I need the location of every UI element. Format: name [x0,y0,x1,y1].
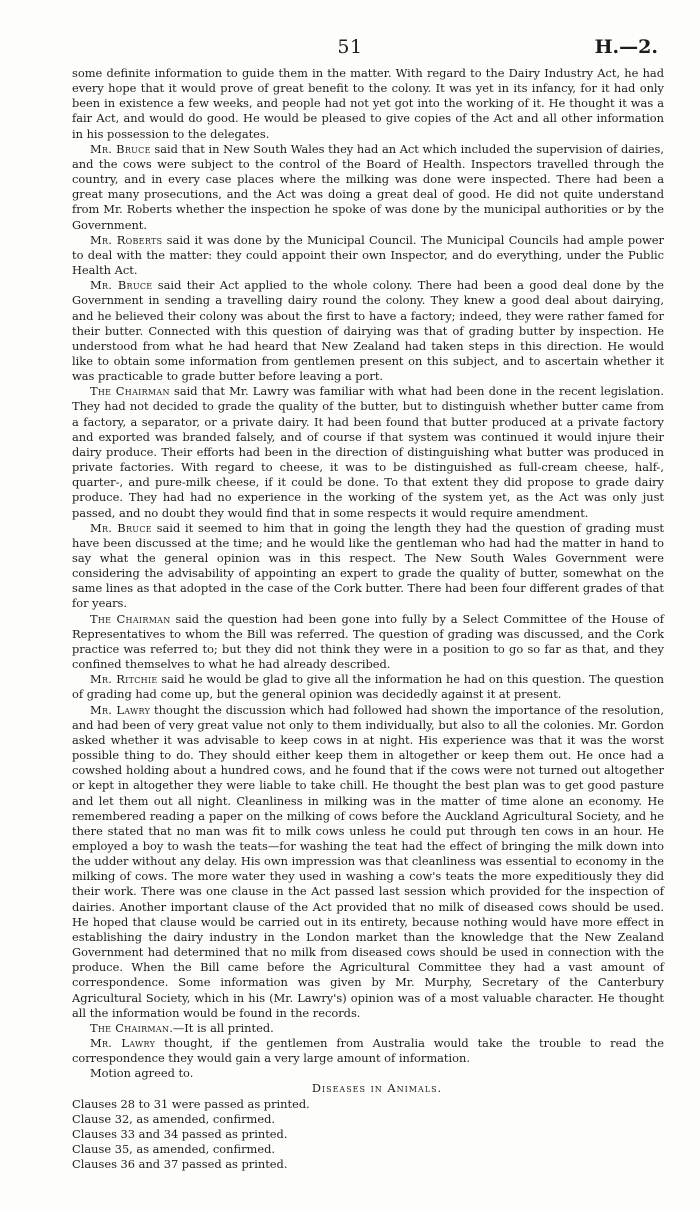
paragraph-text: .—It is all printed. [169,1020,274,1035]
paragraph-text: thought the discussion which had followed had shown the importance of the resolution, and had been of very great value not only to them individually, but also to all the colonies. Mr. Gordon asked whether it was advisable to keep cows in at night. His experience was that it was the worst possible thing to do. They should either keep them in altogether or keep them out. He once had a cowshed holding about a hundred cows, and he found that if the cows were not turned out altogether or kept in altogether they were liable to take chill. He thought the best plan was to get good pasture and let them out all night. Cleanliness in milking was in the matter of time alone an economy. He remembered reading a paper on the milking of cows before the Auckland Agricultural Society, and he there stated that no man was fit to milk cows unless he could put through ten cows in an hour. He employed a boy to wash the teats—for washing the teat had the effect of bringing the milk down into the udder without any delay. His own impression was that cleanliness was essential to economy in the milking of cows. The more water they used in washing a cow's teats the more expeditiously they did their work. There was one clause in the Act passed last session which provided for the inspection of dairies. Another important clause of the Act provided that no milk of diseased cows should be used. He hoped that clause would be carried out in its entirety, because nothing would have more effect in establishing the dairy industry in the London market than the knowledge that the New Zealand Government had determined that no milk from diseased cows should be used in connection with the produce. When the Bill came before the Agricultural Committee they had a vast amount of correspondence. Some information was given by Mr. Murphy, Secretary of the Canterbury Agricultural Society, which in his (Mr. Lawry's) opinion was of a most valuable character. He thought all the information would be found in the records. [72,702,664,1020]
clause-item: Clause 32, as amended, confirmed. [72,1111,275,1126]
speaker-name: Mr. Bruce [90,141,151,156]
paragraph [72,142,664,233]
speaker-name: Mr. Bruce [90,520,152,535]
paragraph [72,612,664,673]
speaker-name: Mr. Ritchie [90,672,158,687]
paragraph [72,278,664,384]
document-body [72,66,664,1172]
paragraph [72,233,664,278]
paragraph [72,66,664,142]
paragraph [72,521,664,612]
paragraph [72,672,664,702]
paragraph-text: said that in New South Wales they had an Act which included the supervision of dairies, and the cows were subject to the control of the Board of Health. Inspectors travelled through the country, and in every case places where the milking was done were inspected. There had been a great many prosecutions, and the Act was doing a great deal of good. He did not quite understand from Mr. Roberts whether the inspection he spoke of was done by the municipal authorities or by the Government. [72,141,664,232]
clause-list [72,1097,664,1173]
paragraph-text: said he would be glad to give all the information he had on this question. The question of grading had come up, but the general opinion was decidedly against it at present. [72,672,664,702]
clause-item: Clauses 36 and 37 passed as printed. [72,1157,288,1172]
clause-item: Clauses 28 to 31 were passed as printed. [72,1096,310,1111]
paragraph-text: said their Act applied to the whole colony. There had been a good deal done by the Government in sending a travelling dairy round the colony. They knew a good deal about dairying, and he believed their colony was about the first to have a factory; indeed, they were rather famed for their butter. Connected with this question of dairying was that of grading butter by inspection. He understood from what he had heard that New Zealand had taken steps in this direction. He would like to obtain some information from gentlemen present on this subject, and to ascertain whether it was practicable to grade butter before leaving a port. [72,278,664,384]
speaker-name: The Chairman [90,611,171,626]
document-code: H.—2. [594,36,658,58]
page-number: 51 [337,36,363,58]
paragraph [72,1021,664,1036]
paragraph-text: some definite information to guide them in the matter. With regard to the Dairy Industry Act, he had every hope that it would prove of great benefit to the colony. It was yet in its infancy, for it had only been in existence a few weeks, and people had not yet got into the working of it. He thought it was a fair Act, and would do good. He would be pleased to give copies of the Act and all other information in his possession to the delegates. [72,66,664,141]
speaker-name: Mr. Lawry [90,1036,156,1050]
paragraph [72,703,664,1021]
section-heading: Diseases in Animals. [311,1081,443,1096]
paragraph [72,1036,664,1066]
paragraph [72,384,664,520]
paragraph-text: said the question had been gone into fully by a Select Committee of the House of Representatives to whom the Bill was referred. The question of grading was discussed, and the Cork practice was referred to; but they did not think they were in a position to go so far as that, and they confined themselves to what he had already described. [72,611,664,672]
clause-item: Clauses 33 and 34 passed as printed. [72,1126,288,1141]
speaker-name: Mr. Bruce [90,278,153,293]
clause-item: Clause 35, as amended, confirmed. [72,1142,275,1157]
paragraph-text: said that Mr. Lawry was familiar with what had been done in the recent legislation. They had not decided to grade the quality of the butter, but to distinguish whether butter came from a factory, a separator, or a private dairy. It had been found that butter produced at a private factory and exported was branded falsely, and of course if that system was continued it would injure their dairy produce. Their efforts had been in the direction of distinguishing what butter was produced in private factories. With regard to cheese, it was to be distinguished as full-cream cheese, half-, quarter-, and pure-milk cheese, if it could be done. To that extent they did propose to grade dairy produce. They had had no experience in the working of the system yet, as the Act was only just passed, and no doubt they would find that in some respects it would require amendment. [72,384,664,520]
paragraph-text: thought, if the gentlemen from Australia would take the trouble to read the correspondence they would gain a very large amount of information. [72,1036,664,1066]
paragraph-text: Motion agreed to. [90,1066,194,1081]
speaker-name: Mr. Lawry [90,702,151,717]
speaker-name: Mr. Roberts [90,232,163,247]
paragraph [72,1066,664,1081]
speaker-name: The Chairman [90,1020,170,1035]
speaker-name: The Chairman [90,384,170,399]
paragraph-text: said it seemed to him that in going the length they had the question of grading must have been discussed at the time; and he would like the gentleman who had had the matter in hand to say what the general opinion was in this respect. The New South Wales Government were considering the advisability of appointing an expert to grade the quality of butter, somewhat on the same lines as that adopted in the case of the Cork butter. There had been four different grades of that for years. [72,520,664,611]
paragraph-text: said it was done by the Municipal Council. The Municipal Councils had ample power to deal with the matter: they could appoint their own Inspector, and do everything, under the Public Health Act. [72,232,664,278]
